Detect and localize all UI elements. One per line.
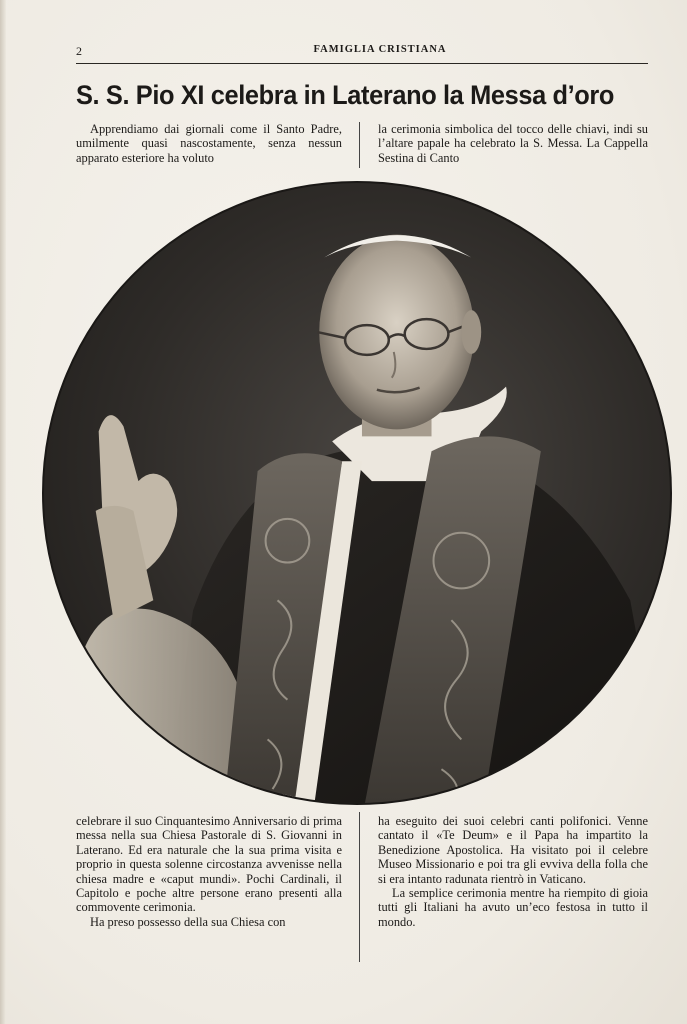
paragraph: celebrare il suo Cinquantesimo Anniversario di prima messa nella sua Chiesa Pastorale di S. Giovanni in Laterano. Ed era naturale che la sua prima visita e proprio in questa solenne circostanza avvenisse nella chiesa madre e «caput mundi». Pochi Cardinali, il Capitolo e poche altre persone erano presenti alla commovente cerimonia. (76, 814, 342, 915)
paragraph: La semplice cerimonia mentre ha riempito di gioia tutti gli Italiani ha avuto un’eco festosa in tutto il mondo. (378, 886, 648, 929)
paragraph: Ha preso possesso della sua Chiesa con (90, 914, 286, 929)
page-edge (0, 0, 6, 1024)
text-column-top-left (76, 122, 342, 165)
portrait-photo (42, 181, 672, 805)
text-column-bottom-left (76, 814, 342, 929)
column-divider-bottom (359, 812, 360, 962)
column-divider-top (359, 122, 360, 168)
paragraph: Apprendiamo dai giornali come il Santo Padre, umilmente quasi nascostamente, senza nessun apparato esteriore ha voluto (76, 122, 342, 165)
paragraph: la cerimonia simbolica del tocco delle chiavi, indi su l’altare papale ha celebrato la S. Messa. La Cappella Sestina di Canto (378, 122, 648, 165)
article-title: S. S. Pio XI celebra in Laterano la Messa d’oro (76, 80, 615, 110)
text-column-bottom-right (378, 814, 648, 929)
portrait-illustration (44, 183, 670, 803)
running-title: FAMIGLIA CRISTIANA (313, 44, 447, 55)
header-rule (76, 63, 648, 64)
text-column-top-right (378, 122, 648, 165)
paragraph: ha eseguito dei suoi celebri canti polifonici. Venne cantato il «Te Deum» e il Papa ha impartito la Benedizione Apostolica. Ha visitato poi il celebre Museo Missionario e poi tra gli evviva della folla che si era intanto radunata rientrò in Vaticano. (378, 814, 648, 886)
page-number: 2 (76, 44, 82, 58)
